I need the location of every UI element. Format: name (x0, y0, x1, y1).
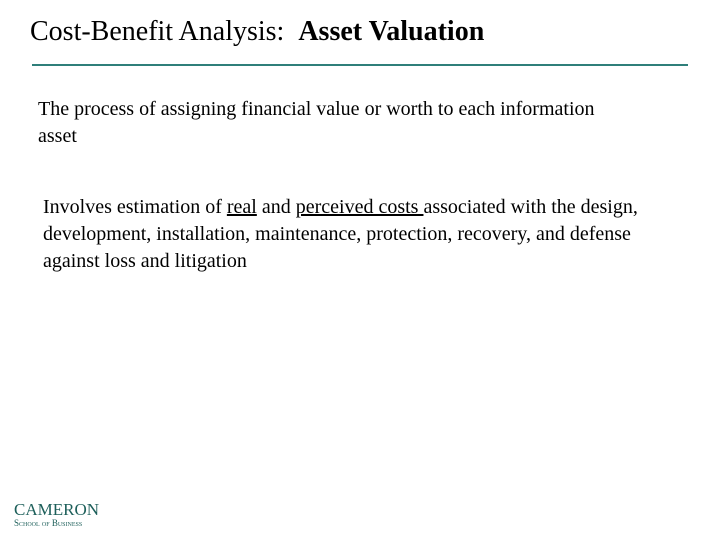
perceived-costs-underlined: perceived costs (295, 196, 424, 218)
logo-line2: School of Business (14, 518, 83, 528)
definition-paragraph: The process of assigning financial value or worth to each information asset (38, 98, 595, 147)
real-underlined: real (226, 196, 257, 218)
paragraph2-part2: and (256, 196, 296, 218)
logo-line1: CAMERON (14, 500, 100, 519)
slide-title (30, 14, 484, 50)
title-divider (32, 64, 688, 66)
title-prefix: Cost-Benefit Analysis: (30, 16, 299, 47)
cameron-logo (14, 501, 104, 529)
paragraph2-part3: associated with the design, development, installation, maintenance, protection, recovery, and defense against loss and litigation (43, 196, 638, 272)
paragraph2-part1: Involves estimation of (43, 196, 227, 218)
title-bold: Asset Valuation (298, 16, 485, 47)
estimation-paragraph (43, 194, 683, 275)
